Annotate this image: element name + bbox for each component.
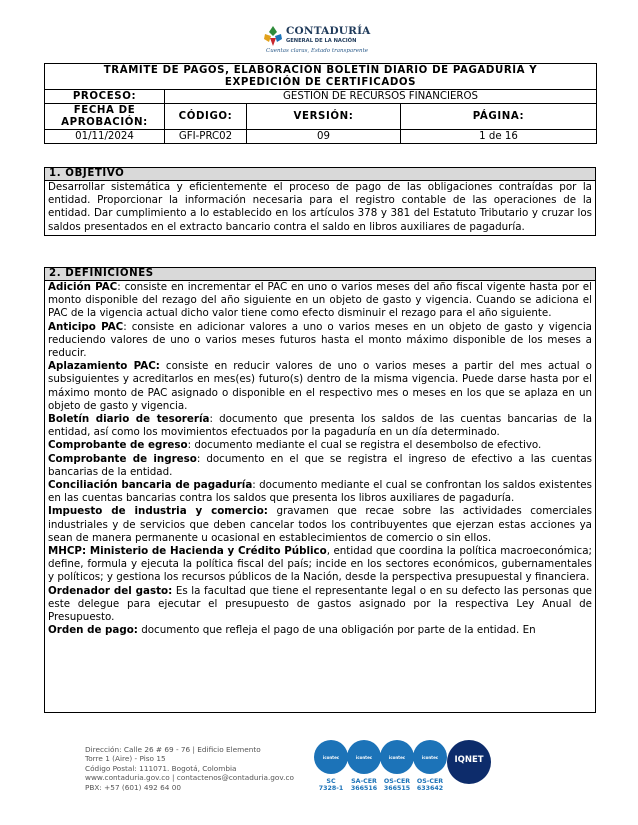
definition-term: Impuesto de industria y comercio: — [48, 505, 268, 518]
fecha-aprobacion-label: FECHA DE APROBACIÓN: — [45, 104, 165, 130]
definition-item — [48, 360, 592, 413]
objetivo-section — [44, 167, 596, 236]
definition-text: , entidad que coordina la política macroeconómica; define, formula y ejecuta la política fiscal del país; incide en los sectores económicos, gubernamentales y políticos; y gestiona los recursos públicos de la Nación, desde la perspectiva presupuestal y financiera. — [48, 545, 592, 584]
definition-item — [48, 321, 592, 361]
definition-term: Comprobante de ingreso — [48, 452, 197, 465]
definition-text: : documento mediante el cual se confrontan los saldos existentes en las cuentas bancarias contra los saldos que presenta los libros auxiliares de pagaduría. — [48, 479, 592, 505]
proceso-label: PROCESO: — [45, 90, 165, 104]
icontec-badge: icontec OS-CER 366515 — [380, 740, 414, 774]
logo-name: CONTADURÍA — [286, 25, 371, 37]
footer-line: Código Postal: 111071. Bogotá, Colombia — [85, 763, 237, 773]
certification-badges — [314, 740, 574, 798]
definition-text: Es la facultad que tiene el representante legal o en su defecto las personas que este delegue para ejecutar el presupuesto de gastos asignado por la respectiva Ley Anual de Presupuesto. — [48, 584, 592, 624]
definition-term: Aplazamiento PAC: — [48, 360, 160, 373]
definition-text: : consiste en incrementar el PAC en uno o varios meses del año fiscal vigente hasta por el monto disponible del rezago del año siguiente en un objeto de gasto y vigencia. Cuando se adiciona el PAC de la vigencia actual dicho valor tiene como efecto disminuir el rezago para el año siguiente. — [48, 281, 593, 320]
footer-line: Dirección: Calle 26 # 69 - 76 | Edificio Elemento — [85, 745, 261, 754]
codigo-label: CÓDIGO: — [165, 104, 247, 130]
logo-slogan: Cuentas claras, Estado transparente — [266, 48, 369, 54]
objetivo-title: 1. OBJETIVO — [45, 168, 595, 181]
definition-item — [48, 453, 592, 479]
contaduria-logo — [262, 22, 382, 56]
definition-item — [48, 439, 592, 452]
pagina-value: 1 de 16 — [401, 130, 597, 144]
definiciones-section — [44, 267, 596, 713]
definition-term: Boletín diario de tesorería — [48, 413, 210, 426]
logo-leaf-icon — [262, 24, 284, 48]
proceso-value: GESTIÓN DE RECURSOS FINANCIEROS — [165, 90, 597, 104]
definition-term: Adición PAC — [48, 281, 118, 293]
definition-item — [48, 624, 592, 637]
definition-text: : documento mediante el cual se registra el desembolso de efectivo. — [187, 439, 542, 452]
footer-address — [85, 745, 294, 792]
definition-text: documento que refleja el pago de una obligación por parte de la entidad. En — [137, 624, 536, 637]
icontec-badge: icontec OS-CER 633642 — [413, 740, 447, 774]
logo-subtitle: GENERAL DE LA NACIÓN — [286, 38, 357, 44]
definition-term: MHCP: Ministerio de Hacienda y Crédito Público — [48, 545, 327, 558]
definition-term: Anticipo PAC — [48, 320, 124, 333]
definition-term: Conciliación bancaria de pagaduría — [48, 479, 253, 492]
footer-line: PBX: +57 (601) 492 64 00 — [85, 782, 181, 792]
objetivo-text: Desarrollar sistemática y eficientemente el proceso de pago de las obligaciones contraídas por la entidad. Proporcionar la información necesaria para el registro contable de las operaciones de la entidad. Dar cumplimiento a lo establecido en los artículos 378 y 381 del Estatuto Tributario y cruzar los saldos presentados en el extracto bancario contra el saldo en libros auxiliares de pagaduría. — [48, 181, 592, 233]
fecha-aprobacion-value: 01/11/2024 — [45, 130, 165, 144]
document-header-table — [44, 63, 597, 144]
definition-term: Comprobante de egreso — [48, 439, 188, 452]
definition-text: : documento en el que se registra el ingreso de efectivo a las cuentas bancarias de la entidad. — [48, 452, 592, 478]
footer-line: www.contaduria.gov.co | contactenos@contaduria.gov.co — [85, 773, 294, 783]
definition-item — [48, 281, 592, 321]
definition-text: : consiste en adicionar valores a uno o varios meses en un objeto de gasto y vigencia reduciendo valores de uno o varios meses futuros hasta el monto máximo disponible de los meses a reducir. — [48, 320, 592, 360]
definition-item — [48, 505, 592, 545]
definiciones-list — [45, 281, 595, 638]
definition-item — [48, 545, 592, 585]
footer-line: Torre 1 (Aire) - Piso 15 — [85, 754, 166, 764]
definition-text: consiste en reducir valores de uno o varios meses a partir del mes actual o subsiguientes y acreditarlos en mes(es) futuro(s) dentro de la misma vigencia. Puede darse hasta por el máximo monto de PAC asignado o disponible en el respectivo mes o meses en los que se aplaza en un objeto de gasto y vigencia. — [48, 360, 592, 412]
definition-item — [48, 585, 592, 625]
definition-item — [48, 479, 592, 505]
iqnet-badge: IQNET — [447, 740, 491, 784]
definiciones-title: 2. DEFINICIONES — [45, 268, 595, 281]
definition-term: Ordenador del gasto: — [48, 584, 173, 597]
version-value: 09 — [247, 130, 401, 144]
icontec-badge: icontec SA-CER 366516 — [347, 740, 381, 774]
definition-item — [48, 413, 592, 439]
codigo-value: GFI-PRC02 — [165, 130, 247, 144]
definition-text: gravamen que recae sobre las actividades comerciales industriales y de servicios que deben cancelar todos los contribuyentes que ejerzan estas acciones ya sean de manera permanente u ocasional en establecimientos de comercio o sin ellos. — [48, 505, 592, 544]
document-title: TRÁMITE DE PAGOS, ELABORACIÓN BOLETÍN DIARIO DE PAGADURÍA Y EXPEDICIÓN DE CERTIFICADOS — [45, 64, 597, 90]
definition-text: : documento que presenta los saldos de las cuentas bancarias de la entidad, así como los movimientos efectuados por la pagaduría en un día determinado. — [48, 413, 593, 439]
pagina-label: PÁGINA: — [401, 104, 597, 130]
icontec-badge: icontec SC 7328-1 — [314, 740, 348, 774]
version-label: VERSIÓN: — [247, 104, 401, 130]
definition-term: Orden de pago: — [48, 624, 138, 637]
